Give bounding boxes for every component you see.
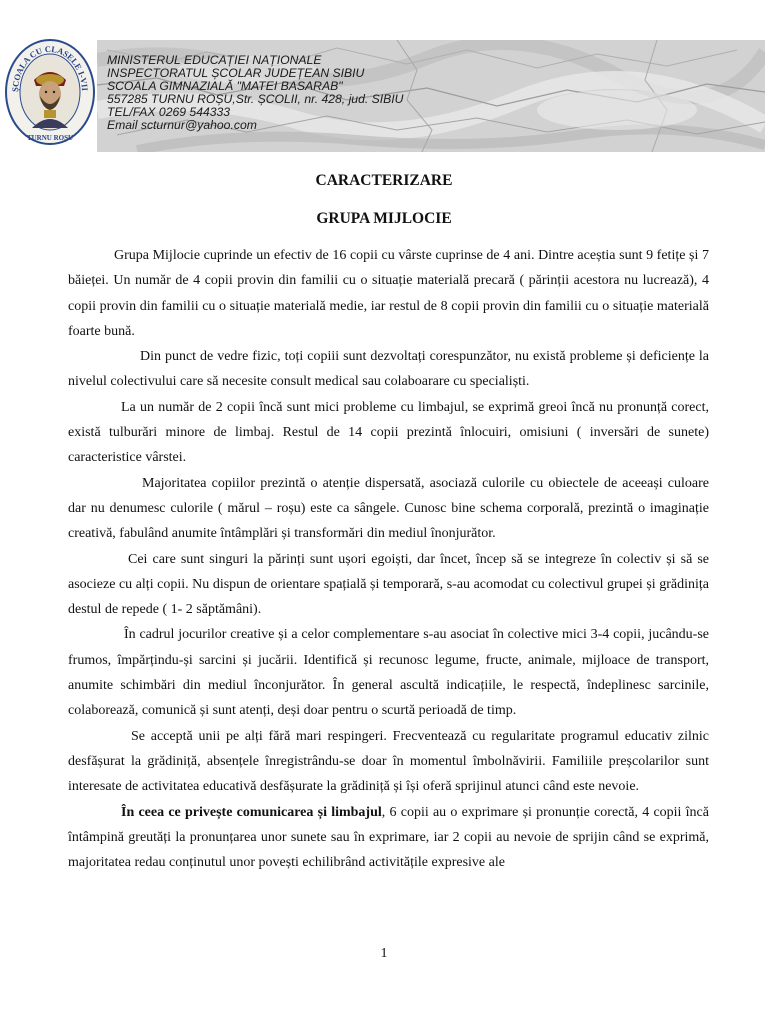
svg-text:TURNU ROȘU: TURNU ROȘU <box>26 134 74 142</box>
paragraph: Din punct de vedre fizic, toți copiii sunt dezvoltați corespunzător, nu există probleme și deficiențe la nivelul colectivului care să necesite consult medical sau colaboarare cu specialiști. <box>68 349 709 390</box>
school-contact-block <box>107 54 403 131</box>
svg-text:ȘCOALA CU CLASELE I-VIII "MATE: ȘCOALA CU CLASELE I-VII <box>9 43 91 93</box>
page-number: 1 <box>380 946 388 961</box>
paragraph: Se acceptă unii pe alți fără mari respingeri. Frecventează cu regularitate programul educativ zilnic desfășurat la grădiniță, absențele înregistrându-se doar în momentul îmbolnăvirii. Familiile preșcolarilor sunt interesate de activitatea educativă desfășurate la grădiniță și își oferă sprijinul atunci când este nevoie. <box>68 728 709 795</box>
ministry-line: MINISTERUL EDUCAȚIEI NAȚIONALE <box>107 53 322 67</box>
paragraph-rest: , 6 copii au o exprimare și pronunție corectă, 4 copii încă întâmpină greutăți la pronunțarea unor sunete sau în exprimare, iar 2 copii au nevoie de sprijin când se exprimă, majoritatea redau conținutul unor povești echilibrând activitățile expresive ale <box>68 804 709 871</box>
paragraph-communication <box>68 800 709 876</box>
school-seal-logo <box>4 36 96 146</box>
paragraph-bold-lead: În ceea ce privește comunicarea și limbajul <box>121 804 382 820</box>
letterhead <box>0 0 768 160</box>
paragraph: Cei care sunt singuri la părinți sunt ușori egoiști, dar încet, încep să se integreze în colectiv și să se asocieze cu alți copii. Nu dispun de orientare spațială și temporară, s-au acomodat cu colectivul grupei și grădinița destul de repede ( 1- 2 săptămâni). <box>68 551 709 618</box>
inspectorate-line: INSPECTORATUL ȘCOLAR JUDEȚEAN SIBIU <box>107 65 365 80</box>
phone-line: TEL/FAX 0269 544333 <box>107 104 231 119</box>
email-line: Email scturnur@yahoo.com <box>107 117 257 132</box>
school-name-line: SCOALA GIMNAZIALĂ "MATEI BASARAB" <box>107 78 343 93</box>
document-body <box>68 243 709 875</box>
paragraph: Grupa Mijlocie cuprinde un efectiv de 16 copii cu vârste cuprinse de 4 ani. Dintre aceștia sunt 9 fetițe și 7 băieței. Un număr de 4 copii provin din familii cu o situație materială precară ( părinții acestora nu lucrează), 4 copii provin din familii cu o situație materială medie, iar restul de 8 copii provin din familii cu o situație materială foarte bună. <box>68 248 709 339</box>
paragraph: În cadrul jocurilor creative și a celor complementare s-au asociat în colective mici 3-4 copii, jucându-se frumos, împărțindu-și sarcini și jucării. Identifică și recunosc legume, fructe, animale, mijloace de transport, anumite schimbări din mediul înconjurător. În general ascultă indicațiile, le respectă, îndeplinesc sarcinile, colaborează, comunică și sunt atenți, deși doar pentru o scurtă perioadă de timp. <box>68 627 709 719</box>
document-subtitle: GRUPA MIJLOCIE <box>316 210 452 227</box>
document-title: CARACTERIZARE <box>315 172 453 189</box>
paragraph: La un număr de 2 copii încă sunt mici probleme cu limbajul, se exprimă greoi încă nu pronunță corect, există tulburări minore de limbaj. Restul de 14 copii prezintă înlocuiri, omisiuni ( inversări de sunete) caracteristice vârstei. <box>68 399 709 466</box>
paragraph: Majoritatea copiilor prezintă o atenție dispersată, asociază culorile cu obiectele de aceeași culoare dar nu denumesc culorile ( mărul – roșu) este ca sângele. Cunosc bine schema corporală, prezintă o imaginație creativă, fabulând anumite întâmplări și transformări din mediul înonjurător. <box>68 475 709 542</box>
address-line: 557285 TURNU ROȘU,Str. ȘCOLII, nr. 428, jud. SIBIU <box>107 91 404 106</box>
